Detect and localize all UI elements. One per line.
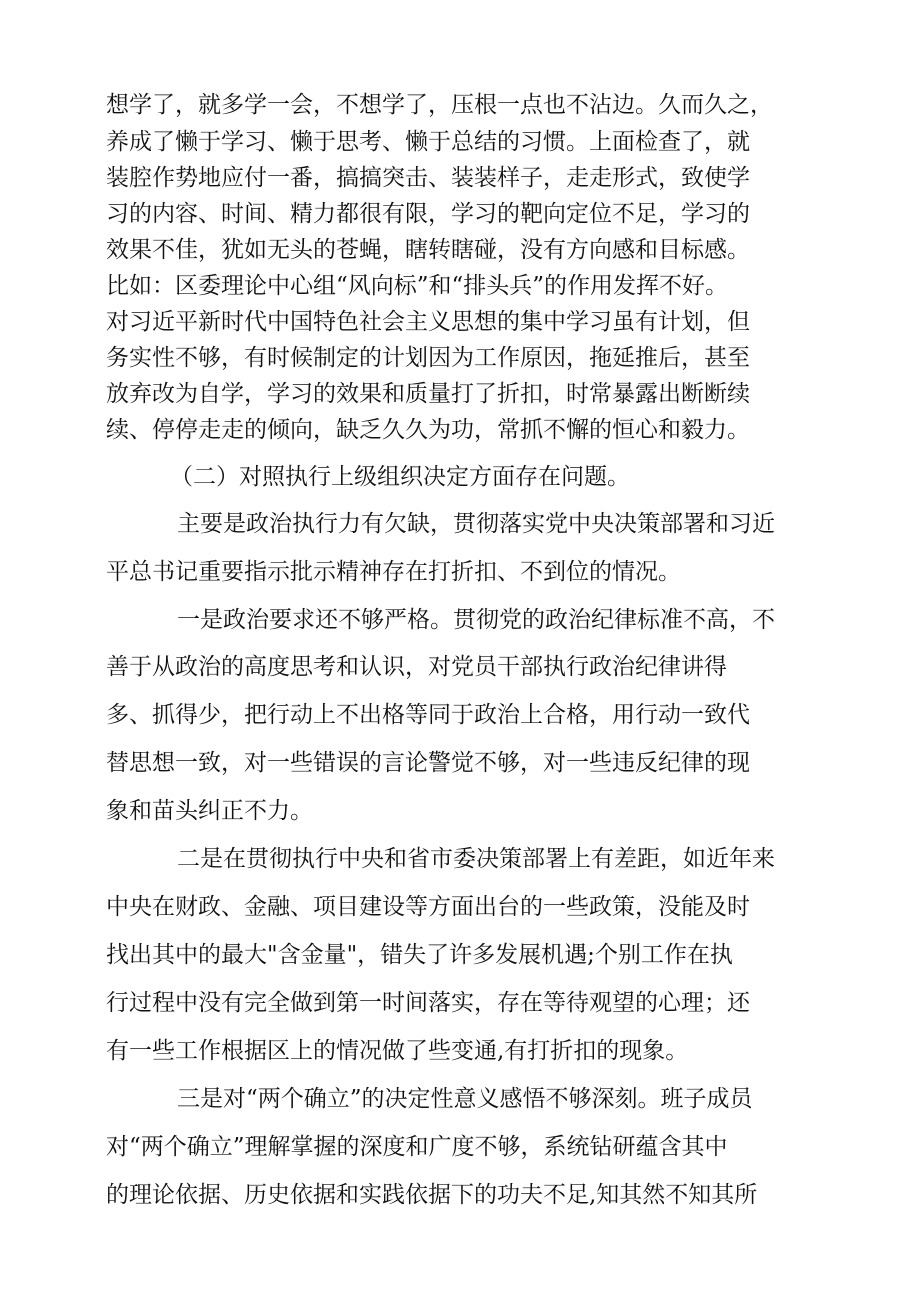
text-line: 三是对“两个确立”的决定性意义感悟不够深刻。班子成员 (177, 1086, 753, 1112)
text-line: 主要是政治执行力有欠缺，贯彻落实党中央决策部署和习近 (177, 511, 775, 537)
text-line: 放弃改为自学，学习的效果和质量打了折扣，时常暴露出断断续 (106, 381, 750, 407)
text-line: 行过程中没有完全做到第一时间落实，存在等待观望的心理；还 (106, 990, 750, 1016)
text-line: 善于从政治的高度思考和认识，对党员干部执行政治纪律讲得 (106, 654, 727, 680)
text-line: 习的内容、时间、精力都很有限，学习的靶向定位不足，学习的 (106, 201, 750, 227)
text-line: 对“两个确立”理解掌握的深度和广度不够，系统钻研蕴含其中 (106, 1134, 728, 1160)
text-line: 对习近平新时代中国特色社会主义思想的集中学习虽有计划，但 (106, 309, 750, 335)
text-line: 二是在贯彻执行中央和省市委决策部署上有差距，如近年来 (177, 846, 775, 872)
text-line: 养成了懒于学习、懒于思考、懒于总结的习惯。上面检查了，就 (106, 129, 750, 155)
text-line: 的理论依据、历史依据和实践依据下的功夫不足,知其然不知其所 (106, 1182, 758, 1208)
text-line: 多、抓得少，把行动上不出格等同于政治上合格，用行动一致代 (106, 702, 750, 728)
text-line: 续、停停走走的倾向，缺乏久久为功，常抓不懈的恒心和毅力。 (106, 417, 750, 443)
text-line: 找出其中的最大"含金量"，错失了许多发展机遇;个别工作在执 (106, 942, 733, 968)
text-line: 比如：区委理论中心组“风向标”和“排头兵”的作用发挥不好。 (106, 273, 729, 299)
text-line: 中央在财政、金融、项目建设等方面出台的一些政策，没能及时 (106, 894, 750, 920)
text-line: 想学了，就多学一会，不想学了，压根一点也不沾边。久而久之， (106, 92, 773, 118)
text-line: 效果不佳，犹如无头的苍蝇，瞎转瞎碰，没有方向感和目标感。 (106, 237, 750, 263)
section-heading: （二）对照执行上级组织决定方面存在问题。 (170, 464, 630, 490)
text-line: 平总书记重要指示批示精神存在打折扣、不到位的情况。 (106, 559, 681, 585)
text-line: 象和苗头纠正不力。 (106, 798, 313, 824)
text-line: 一是政治要求还不够严格。贯彻党的政治纪律标准不高，不 (177, 607, 775, 633)
text-line: 有一些工作根据区上的情况做了些变通,有打折扣的现象。 (106, 1038, 689, 1064)
text-line: 装腔作势地应付一番，搞搞突击、装装样子，走走形式，致使学 (106, 165, 750, 191)
text-line: 替思想一致，对一些错误的言论警觉不够，对一些违反纪律的现 (106, 750, 750, 776)
text-line: 务实性不够，有时候制定的计划因为工作原因，拖延推后，甚至 (106, 345, 750, 371)
